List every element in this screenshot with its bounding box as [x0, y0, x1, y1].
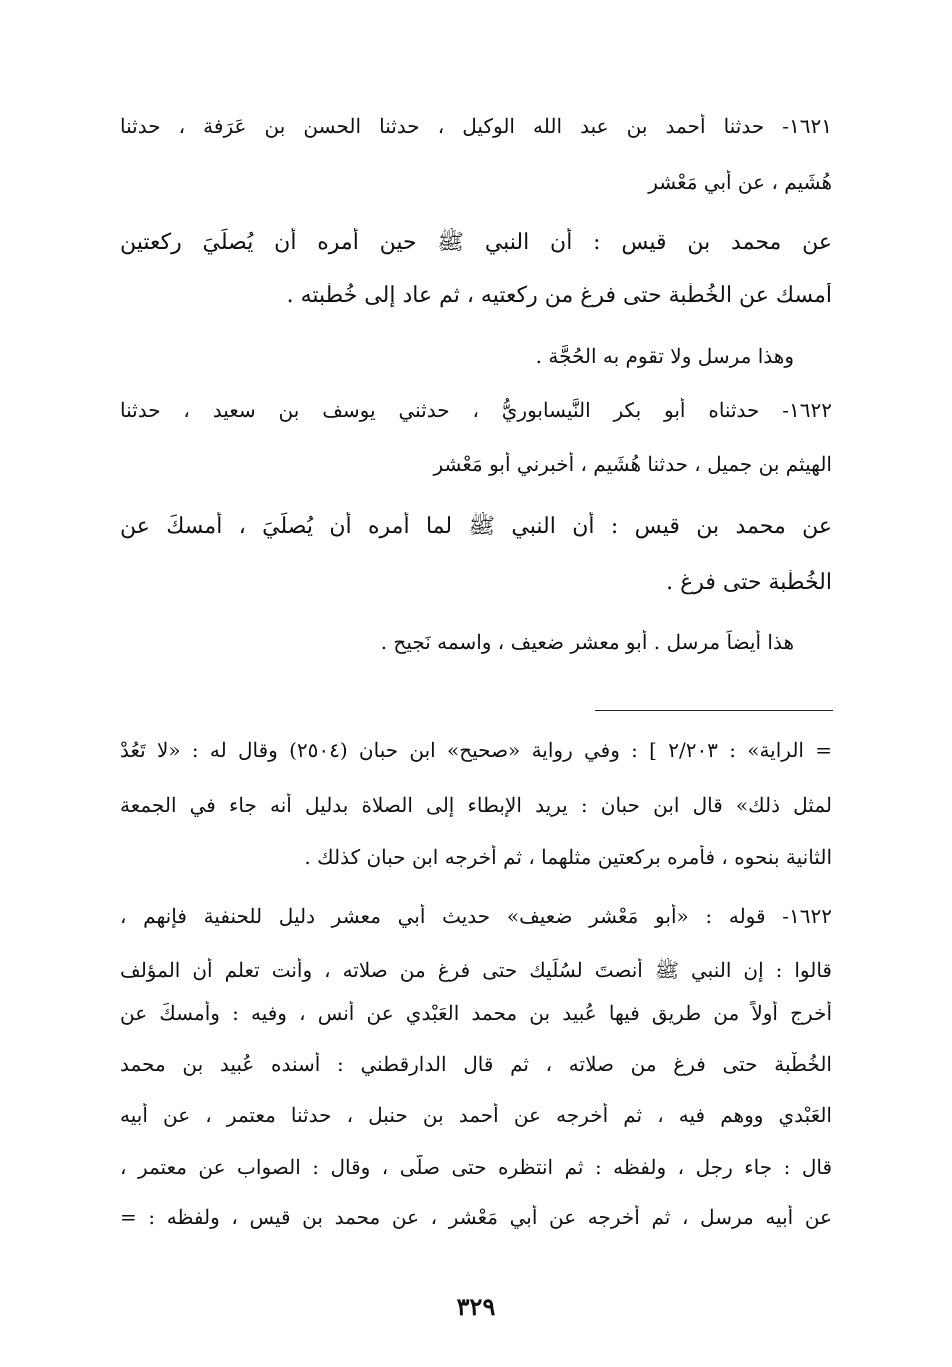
hadith-1622-chain-line-2: الهيثم بن جميل ، حدثنا هُشَيم ، أخبرني أبو مَعْشر: [433, 452, 832, 476]
footnote-1-line-2: لمثل ذلك» قال ابن حبان : يريد الإبطاء إلى الصلاة بدليل أنه جاء في الجمعة: [120, 793, 832, 817]
footnote-2-line-4: الخُطْبة حتى فرغ من صلاته ، ثم قال الدارقطني : أسنده عُبيد بن محمد: [120, 1052, 832, 1076]
footnote-separator: [595, 710, 833, 711]
hadith-1621-text-line-2: أمسك عن الخُطْبة حتى فرغ من ركعتيه ، ثم عاد إلى خُطْبته .: [286, 283, 832, 308]
footnote-2-line-2: قالوا : إن النبي ﷺ أنصتَ لسُلَيك حتى فرغ من صلاته ، وأنت تعلم أن المؤلف: [120, 958, 832, 982]
footnote-2-line-5: العَبْدي ووهم فيه ، ثم أخرجه عن أحمد بن حنبل ، حدثنا معتمر ، عن أبيه: [120, 1103, 832, 1127]
hadith-1621-chain-line-1: ١٦٢١- حدثنا أحمد بن عبد الله الوكيل ، حدثنا الحسن بن عَرَفة ، حدثنا: [120, 114, 832, 138]
hadith-1621-chain-line-2: هُشَيم ، عن أبي مَعْشر: [648, 170, 832, 194]
hadith-1622-chain-line-1: ١٦٢٢- حدثناه أبو بكر النَّيسابوريُّ ، حدثني يوسف بن سعيد ، حدثنا: [120, 398, 832, 422]
page-number: ٣٢٩: [456, 1292, 496, 1321]
footnote-2-line-1: ١٦٢٢- قوله : «أبو مَعْشر ضعيف» حديث أبي معشر دليل للحنفية فإنهم ،: [120, 904, 832, 928]
footnote-2-line-6: قال : جاء رجل ، ولفظه : ثم انتظره حتى صلَّى ، وقال : الصواب عن معتمر ،: [120, 1155, 832, 1179]
footnote-1-line-3: الثانية بنحوه ، فأمره بركعتين مثلهما ، ثم أخرجه ابن حبان كذلك .: [304, 845, 832, 869]
footnote-2-line-7: عن أبيه مرسل ، ثم أخرجه عن أبي مَعْشر ، عن محمد بن قيس ، ولفظه : =: [120, 1205, 832, 1229]
hadith-1622-text-line-1: عن محمد بن قيس : أن النبي ﷺ لما أمره أن يُصلِّيَ ، أمسكَ عن: [120, 514, 832, 539]
hadith-1621-comment: وهذا مرسل ولا تقوم به الحُجَّة .: [535, 344, 794, 368]
hadith-1622-text-line-2: الخُطْبة حتى فرغ .: [666, 570, 832, 595]
hadith-1622-comment: هذا أيضاً مرسل . أبو معشر ضعيف ، واسمه نَجيح .: [380, 630, 794, 654]
hadith-1621-text-line-1: عن محمد بن قيس : أن النبي ﷺ حين أمره أن يُصلِّيَ ركعتين: [120, 230, 832, 255]
footnote-2-line-3: أخرج أولاً من طريق فيها عُبيد بن محمد العَبْدي عن أنس ، وفيه : وأمسكَ عن: [120, 1001, 832, 1025]
footnote-1-line-1: = الراية» : ٢/٢٠٣ ] : وفي رواية «صحيح» ابن حبان (٢٥٠٤) وقال له : «لا تَعُدْ: [120, 738, 832, 762]
